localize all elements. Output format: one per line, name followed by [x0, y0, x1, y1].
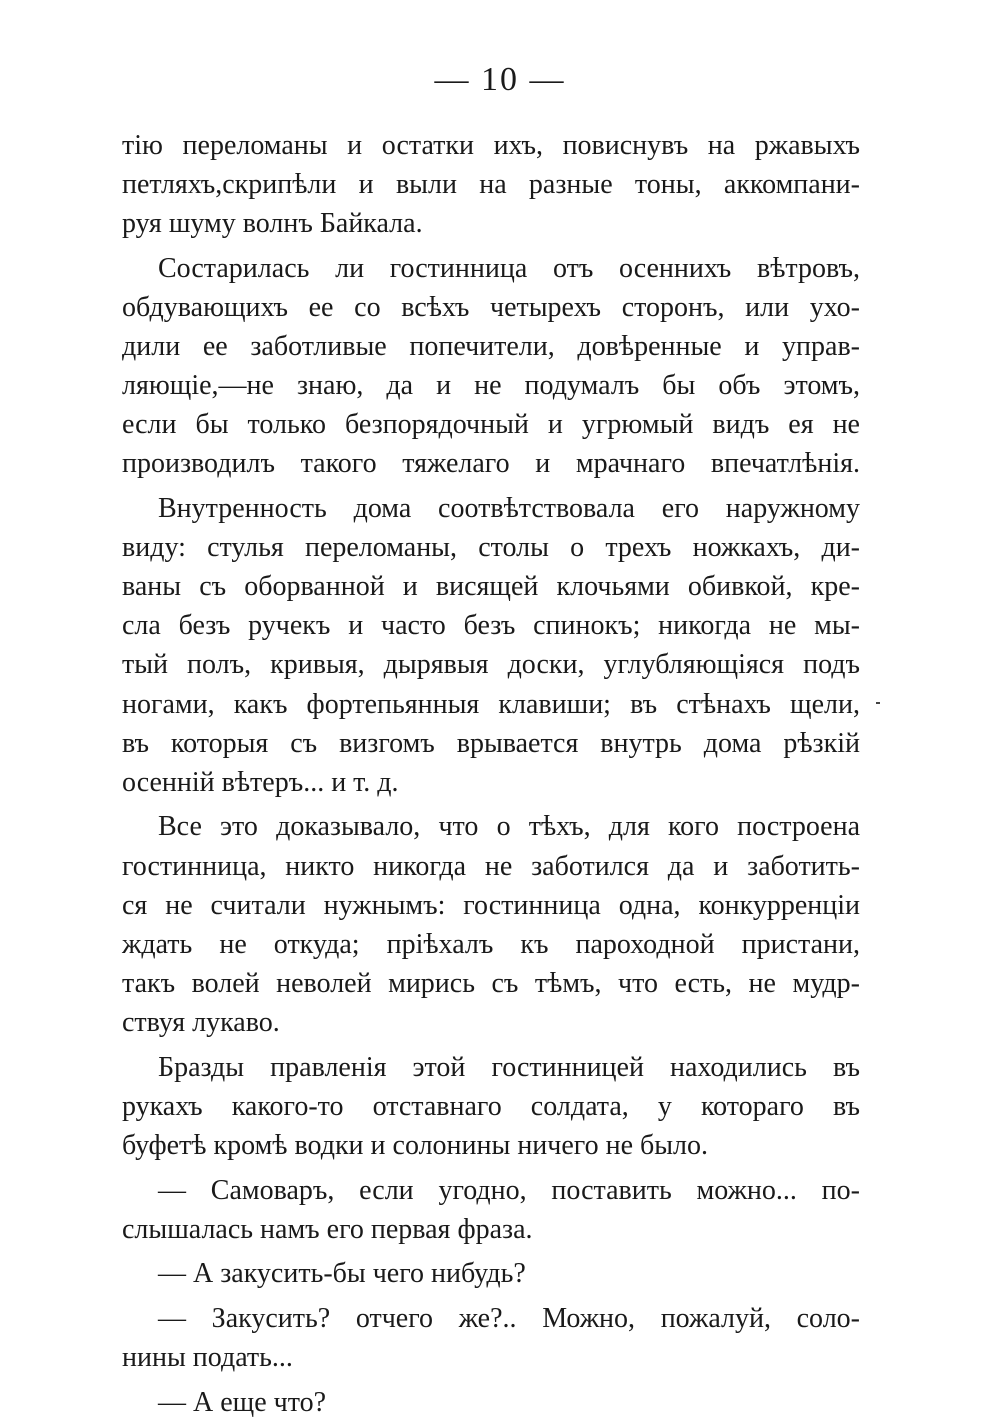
text-line: Все это доказывало, что о тѣхъ, для кого построена	[158, 811, 860, 842]
text-line: Внутренность дома соотвѣтствовала его наружному	[158, 493, 860, 524]
text-line: тый полъ, кривыя, дырявыя доски, углубляющіяся подъ	[122, 649, 860, 680]
text-line: такъ волей неволей мирись съ тѣмъ, что есть, не мудр-	[122, 968, 860, 999]
text-line: ствуя лукаво.	[122, 1007, 280, 1038]
text-line: ждать не откуда; пріѣхалъ къ пароходной пристани,	[122, 929, 860, 960]
text-line: обдувающихъ ее со всѣхъ четырехъ сторонъ, или ухо-	[122, 292, 860, 323]
text-line: виду: стулья переломаны, столы о трехъ ножкахъ, ди-	[122, 532, 860, 563]
text-line: осенній вѣтеръ... и т. д.	[122, 767, 399, 798]
text-line: — А еще что?	[158, 1387, 327, 1418]
text-line: нины подать...	[122, 1342, 293, 1373]
text-line: производилъ такого тяжелаго и мрачнаго впечатлѣнія.	[122, 448, 860, 479]
text-line: рукахъ какого-то отставнаго солдата, у котораго въ	[122, 1091, 860, 1122]
text-line: — Закусить? отчего же?.. Можно, пожалуй, соло-	[158, 1303, 860, 1334]
text-line: Бразды правленія этой гостинницей находились въ	[158, 1052, 860, 1083]
text-line: — А закусить-бы чего нибудь?	[158, 1258, 526, 1289]
text-line: ваны съ оборванной и висящей клочьями обивкой, кре-	[122, 571, 860, 602]
text-line: если бы только безпорядочный и угрюмый видъ ея не	[122, 409, 860, 440]
text-line: гостинница, никто никогда не заботился да и заботить-	[122, 851, 860, 882]
text-line: дили ее заботливые попечители, довѣренные и управ-	[122, 331, 860, 362]
text-line: буфетѣ кромѣ водки и солонины ничего не было.	[122, 1130, 709, 1161]
text-line: — Самоваръ, если угодно, поставить можно... по-	[158, 1175, 860, 1206]
text-line: ляющіе,—не знаю, да и не подумалъ бы объ этомъ,	[122, 370, 860, 401]
text-line: сла безъ ручекъ и часто безъ спинокъ; никогда не мы-	[122, 610, 860, 641]
text-line: ногами, какъ фортепьянныя клавиши; въ стѣнахъ щели,	[122, 689, 860, 720]
scan-speck	[876, 702, 880, 704]
page-number: — 10 —	[434, 61, 566, 98]
text-line: ся не считали нужнымъ: гостинница одна, конкурренціи	[122, 890, 860, 921]
text-line: Состарилась ли гостинница отъ осеннихъ вѣтровъ,	[158, 253, 860, 284]
text-line: въ которыя съ визгомъ врывается внутрь дома рѣзкій	[122, 728, 860, 759]
text-line: петляхъ,скрипѣли и выли на разные тоны, аккомпани-	[122, 169, 860, 200]
text-line: тію переломаны и остатки ихъ, повиснувъ на ржавыхъ	[122, 130, 860, 161]
text-line: руя шуму волнъ Байкала.	[122, 208, 423, 239]
text-line: слышалась намъ его первая фраза.	[122, 1214, 533, 1245]
